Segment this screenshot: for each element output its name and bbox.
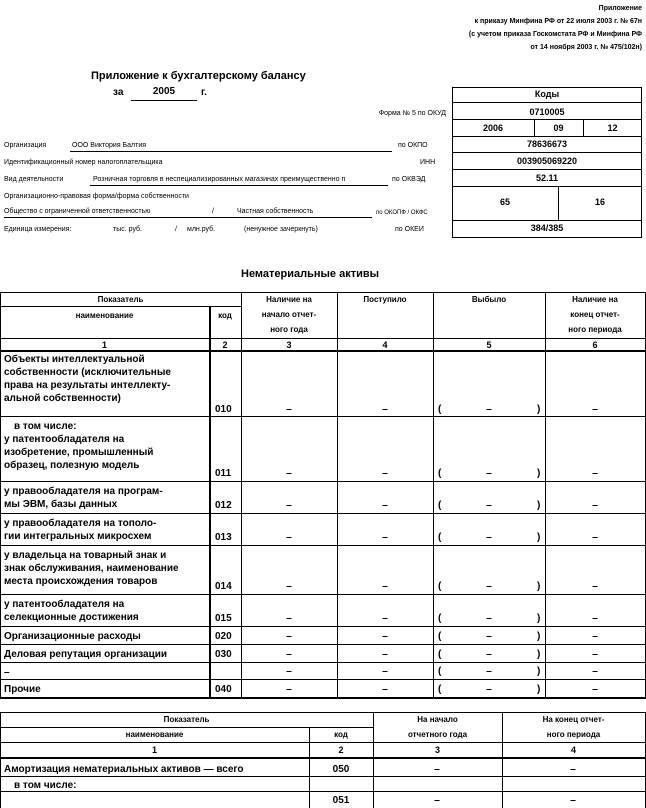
- th-indicator: Показатель: [97, 295, 144, 304]
- table-line: [0, 545, 646, 546]
- okei-code: 384/385: [530, 223, 564, 233]
- okopf-label: по ОКОПФ / ОКФС: [376, 210, 428, 216]
- legal-form-value: Общество с ограниченной ответственностью: [4, 208, 151, 215]
- row-c3: –: [286, 468, 292, 479]
- ownership-separator: /: [212, 208, 214, 215]
- table-line: [0, 697, 646, 699]
- row-c5-open: (: [438, 404, 442, 415]
- row-c6: –: [592, 404, 598, 415]
- row-c4: –: [382, 613, 388, 624]
- row-c4: –: [382, 631, 388, 642]
- th-start-2: начало отчет-: [261, 310, 317, 319]
- t2-col-num-2: 2: [338, 745, 344, 755]
- t2-row-code: 051: [332, 795, 350, 806]
- codes-divider: [452, 220, 642, 221]
- t2-row-c3: –: [434, 764, 440, 775]
- row-name-line: гии интегральных микросхем: [4, 531, 152, 542]
- th-end-1: Наличие на: [572, 295, 618, 304]
- okei-label: по ОКЕИ: [395, 226, 424, 233]
- row-c6: –: [592, 613, 598, 624]
- t2-col-num-1: 1: [151, 745, 157, 755]
- row-c5-open: (: [438, 613, 442, 624]
- period-year: 2005: [152, 86, 176, 97]
- codes-divider: [452, 136, 642, 137]
- row-name: [4, 517, 208, 543]
- row-name: [4, 420, 208, 472]
- row-c4: –: [382, 500, 388, 511]
- period-year-underline: [131, 100, 197, 101]
- row-c4: –: [382, 581, 388, 592]
- table-line: [0, 594, 646, 595]
- codes-divider: [452, 119, 642, 120]
- row-code: 020: [215, 631, 232, 642]
- activity-value-underline: [90, 185, 388, 186]
- section-title: Нематериальные активы: [241, 268, 380, 280]
- row-c3: –: [286, 666, 292, 677]
- table-line: [0, 679, 646, 680]
- form-label: Форма № 5 по ОКУД: [378, 110, 446, 117]
- t2-row-c4: –: [570, 795, 576, 806]
- t2-th-name: наименование: [125, 730, 184, 739]
- table-line: [0, 626, 646, 627]
- table-line: [0, 757, 646, 759]
- t2-row-c3: –: [434, 795, 440, 806]
- legal-form-underline: [4, 217, 372, 218]
- row-c3: –: [286, 500, 292, 511]
- col-num-1: 1: [101, 340, 107, 350]
- table-line: [0, 350, 646, 352]
- row-name-line: места происхождения товаров: [4, 576, 158, 587]
- row-code: 015: [215, 613, 232, 624]
- table-line: [0, 791, 646, 792]
- row-c5-open: (: [438, 649, 442, 660]
- org-label: Организация: [4, 142, 47, 149]
- unit-label: Единица измерения:: [4, 226, 72, 233]
- row-c5-close: ): [537, 649, 541, 660]
- row-name: [4, 549, 208, 588]
- row-c6: –: [592, 500, 598, 511]
- row-c5: –: [486, 404, 492, 415]
- okved-label: по ОКВЭД: [392, 176, 426, 183]
- th-disposed: Выбыло: [471, 295, 507, 304]
- row-c5-close: ): [537, 613, 541, 624]
- row-code: 014: [215, 581, 232, 592]
- codes-header: Коды: [534, 89, 560, 99]
- codes-divider: [452, 102, 642, 103]
- row-c5-open: (: [438, 666, 442, 677]
- row-c3: –: [286, 532, 292, 543]
- row-name-line: собственности (исключительные: [4, 367, 171, 378]
- table-line: [0, 742, 646, 743]
- row-c5-open: (: [438, 631, 442, 642]
- row-c5-open: (: [438, 684, 442, 695]
- th-start-1: Наличие на: [266, 295, 312, 304]
- th-received: Поступило: [363, 295, 407, 304]
- table-line: [0, 338, 646, 339]
- table-line: [241, 292, 242, 698]
- table-line: [373, 712, 374, 808]
- row-c3: –: [286, 404, 292, 415]
- row-c5-close: ): [537, 684, 541, 695]
- t2-th-end-2: ного периода: [546, 730, 601, 739]
- inn-label-left: Идентификационный номер налогоплательщика: [4, 159, 163, 166]
- row-c3: –: [286, 631, 292, 642]
- row-name-line: альной собственности): [4, 393, 121, 404]
- th-end-3: ного периода: [568, 325, 622, 334]
- row-c5-close: ): [537, 666, 541, 677]
- row-code: 010: [215, 404, 232, 415]
- table-line: [502, 712, 503, 808]
- date-day: 12: [607, 123, 618, 133]
- row-name-line: Объекты интеллектуальной: [4, 354, 145, 365]
- table-line: [0, 712, 646, 713]
- activity-label: Вид деятельности: [4, 176, 64, 183]
- row-name-line: у правообладателя на тополо-: [4, 518, 157, 529]
- row-name: [4, 353, 208, 405]
- row-name: [4, 485, 208, 511]
- row-c5-close: ): [537, 581, 541, 592]
- table-line: [0, 292, 646, 293]
- order-note-line-4: от 14 ноября 2003 г. № 475/102н): [530, 44, 642, 51]
- row-name-line: у патентообладателя на: [4, 599, 125, 610]
- row-name-line: у владельца на товарный знак и: [4, 550, 167, 561]
- order-note-line-2: к приказу Минфина РФ от 22 июля 2003 г. № 67н: [474, 18, 642, 25]
- row-name: Деловая репутация организации: [4, 649, 168, 660]
- row-c6: –: [592, 532, 598, 543]
- table-line: [0, 662, 646, 663]
- row-c5-open: (: [438, 581, 442, 592]
- row-name-line: мы ЭВМ, базы данных: [4, 499, 118, 510]
- row-name: Организационные расходы: [4, 631, 141, 642]
- legal-form-label: Организационно-правовая форма/форма собственности: [4, 193, 189, 200]
- t2-row-name: Амортизация нематериальных активов — всего: [4, 764, 244, 775]
- row-code: 013: [215, 532, 232, 543]
- row-c6: –: [592, 581, 598, 592]
- row-name: [4, 598, 208, 624]
- unit-separator: /: [175, 226, 177, 233]
- codes-divider: [452, 186, 642, 187]
- col-num-2: 2: [222, 340, 228, 350]
- org-value: ООО Виктория Балтия: [72, 142, 147, 149]
- row-name-line: изобретение, промышленный: [4, 447, 154, 458]
- okpo-code: 78636673: [526, 139, 568, 149]
- row-code: 011: [215, 468, 232, 479]
- row-c5: –: [486, 666, 492, 677]
- row-c5: –: [486, 631, 492, 642]
- th-start-3: ного года: [270, 325, 308, 334]
- row-c4: –: [382, 666, 388, 677]
- row-code: 030: [215, 649, 232, 660]
- row-c3: –: [286, 684, 292, 695]
- row-c4: –: [382, 684, 388, 695]
- table-line: [0, 776, 646, 777]
- table-line: [0, 513, 646, 514]
- table-line: [545, 292, 546, 698]
- t2-th-end-1: На конец отчет-: [542, 715, 605, 724]
- col-num-6: 6: [592, 340, 598, 350]
- col-num-4: 4: [382, 340, 388, 350]
- row-c5: –: [486, 532, 492, 543]
- row-c6: –: [592, 631, 598, 642]
- table-line: [0, 644, 646, 645]
- row-c5: –: [486, 684, 492, 695]
- row-c4: –: [382, 649, 388, 660]
- period-prefix: за: [113, 87, 124, 98]
- row-c4: –: [382, 404, 388, 415]
- t2-col-num-4: 4: [570, 745, 576, 755]
- row-c5-close: ): [537, 631, 541, 642]
- row-c3: –: [286, 613, 292, 624]
- row-name-line: знак обслуживания, наименование: [4, 563, 179, 574]
- okud-code: 0710005: [529, 107, 565, 117]
- table-line: [0, 416, 646, 417]
- order-note-line-1: Приложение: [598, 5, 642, 12]
- row-code: 012: [215, 500, 232, 511]
- unit-value: тыс. руб.: [113, 226, 142, 233]
- t2-row-code: 050: [332, 764, 350, 775]
- row-c5-open: (: [438, 500, 442, 511]
- row-name-line: селекционные достижения: [4, 612, 139, 623]
- t2-col-num-3: 3: [434, 745, 440, 755]
- okpo-label: по ОКПО: [398, 142, 428, 149]
- row-c5: –: [486, 613, 492, 624]
- okved-code: 52.11: [535, 173, 559, 183]
- row-code: 040: [215, 684, 232, 695]
- row-c5: –: [486, 500, 492, 511]
- table-line: [337, 292, 338, 698]
- okfs-code: 16: [594, 197, 605, 207]
- date-month: 09: [553, 123, 564, 133]
- codes-divider: [452, 152, 642, 153]
- row-c5: –: [486, 649, 492, 660]
- activity-value: Розничная торговля в неспециализированных магазинах преимущественно п: [93, 176, 346, 183]
- th-code: код: [218, 311, 232, 320]
- row-c5-close: ): [537, 500, 541, 511]
- row-name-line: права на результаты интеллекту-: [4, 380, 171, 391]
- row-c4: –: [382, 532, 388, 543]
- row-c5: –: [486, 581, 492, 592]
- row-c6: –: [592, 666, 598, 677]
- t2-th-indicator: Показатель: [163, 715, 210, 724]
- t2-row-name: в том числе:: [14, 780, 77, 791]
- row-name-line: в том числе:: [14, 421, 77, 432]
- row-c5-open: (: [438, 532, 442, 543]
- row-c4: –: [382, 468, 388, 479]
- codes-divider: [452, 169, 642, 170]
- row-name-line: у правообладателя на програм-: [4, 486, 163, 497]
- unit-note: (ненужное зачеркнуть): [244, 226, 318, 233]
- page-title: Приложение к бухгалтерскому балансу: [91, 70, 306, 82]
- row-name-line: образец, полезную модель: [4, 460, 140, 471]
- row-name-line: у патентообладателя на: [4, 434, 125, 445]
- t2-th-start-2: отчетного года: [407, 730, 468, 739]
- t2-row-c4: –: [570, 764, 576, 775]
- row-name: Прочие: [4, 684, 41, 695]
- table-line: [0, 481, 646, 482]
- th-name: наименование: [75, 311, 134, 320]
- period-suffix: г.: [201, 87, 207, 98]
- row-c3: –: [286, 649, 292, 660]
- row-c6: –: [592, 649, 598, 660]
- col-num-3: 3: [286, 340, 292, 350]
- t2-th-start-1: На начало: [417, 715, 458, 724]
- t2-th-code: код: [334, 730, 348, 739]
- th-end-2: конец отчет-: [570, 310, 620, 319]
- table-line: [433, 292, 434, 698]
- order-note-line-3: (с учетом приказа Госкомстата РФ и Минфина РФ: [468, 31, 642, 38]
- okopf-code: 65: [499, 197, 510, 207]
- row-c3: –: [286, 581, 292, 592]
- inn-label: ИНН: [420, 159, 436, 166]
- row-c5: –: [486, 468, 492, 479]
- row-name: –: [4, 667, 10, 678]
- row-c5-close: ): [537, 468, 541, 479]
- ownership-value: Частная собственность: [237, 208, 314, 215]
- table-line: [0, 727, 373, 728]
- unit-value-2: млн.руб.: [187, 226, 216, 233]
- date-year: 2006: [482, 123, 504, 133]
- row-c6: –: [592, 468, 598, 479]
- col-num-5: 5: [486, 340, 492, 350]
- table-line: [0, 292, 1, 698]
- table-line: [0, 306, 241, 307]
- row-c5-close: ): [537, 532, 541, 543]
- inn-code: 003905069220: [516, 156, 578, 166]
- row-c6: –: [592, 684, 598, 695]
- org-value-underline: [70, 151, 392, 152]
- row-c5-close: ): [537, 404, 541, 415]
- row-c5-open: (: [438, 468, 442, 479]
- table-line: [209, 306, 211, 698]
